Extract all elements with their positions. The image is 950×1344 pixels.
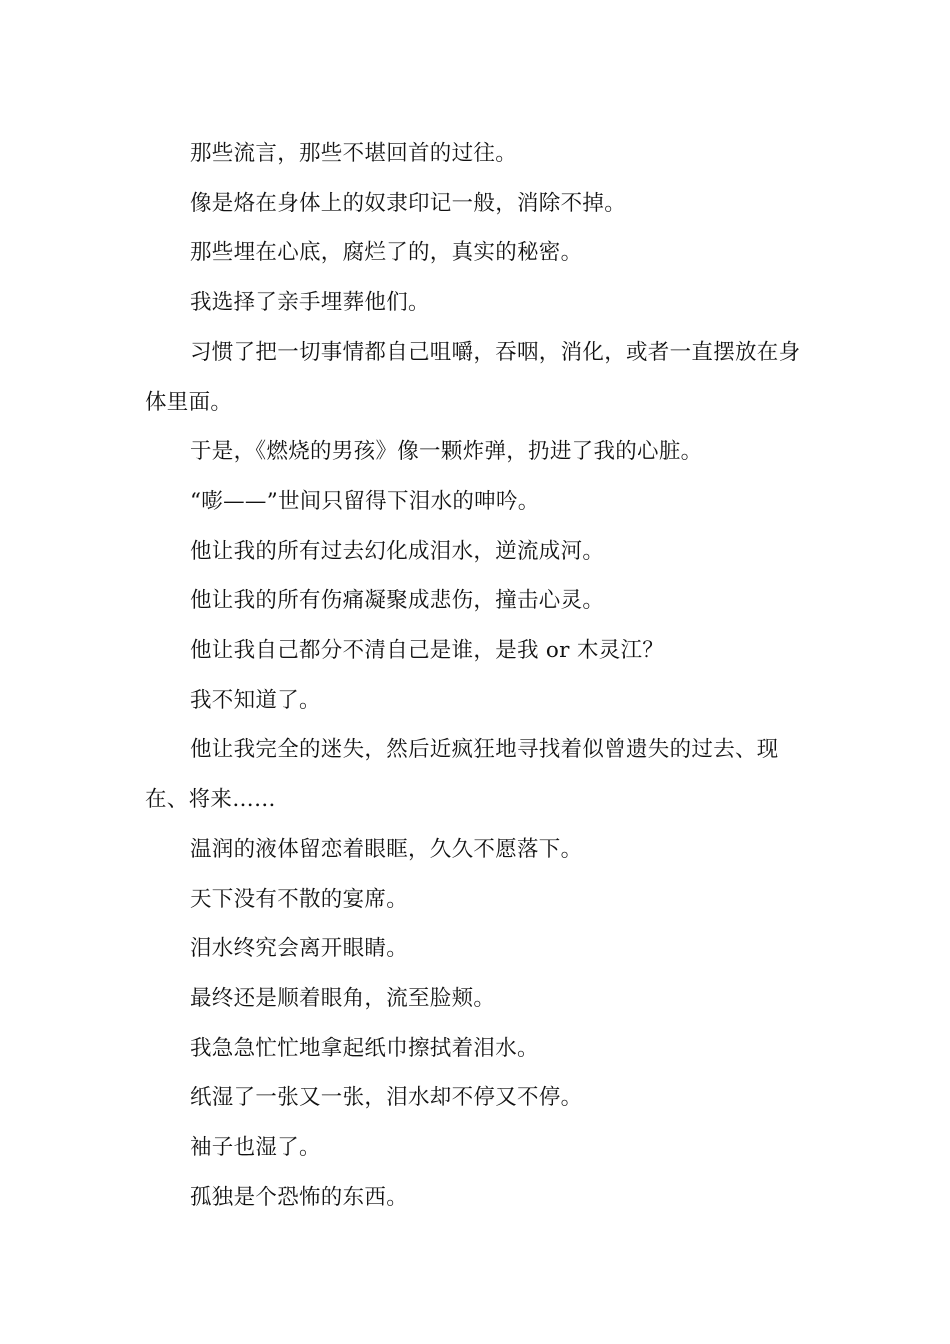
- paragraph: “嘭——”世间只留得下泪水的呻吟。: [190, 488, 540, 514]
- paragraph: 我选择了亲手埋葬他们。: [190, 290, 430, 316]
- body-text: [145, 129, 810, 1222]
- paragraph: 他让我的所有伤痛凝聚成悲伤，撞击心灵。: [190, 588, 605, 614]
- paragraph: 纸湿了一张又一张，泪水却不停又不停。: [190, 1085, 583, 1111]
- paragraph: 那些流言，那些不堪回首的过往。: [190, 141, 518, 166]
- paragraph: 泪水终究会离开眼睛。: [190, 936, 409, 962]
- paragraph: 孤独是个恐怖的东西。: [190, 1184, 409, 1210]
- paragraph: 他让我自己都分不清自己是谁，是我 or 木灵江？: [190, 638, 665, 664]
- paragraph: 我不知道了。: [190, 687, 321, 713]
- paragraph: 像是烙在身体上的奴隶印记一般，消除不掉。: [190, 190, 627, 216]
- paragraph: 习惯了把一切事情都自己咀嚼，吞咽，消化，或者一直摆放在身体里面。: [145, 339, 801, 415]
- paragraph: 袖子也湿了。: [190, 1135, 321, 1161]
- paragraph: 最终还是顺着眼角，流至脸颊。: [190, 985, 496, 1011]
- paragraph: 于是，《燃烧的男孩》像一颗炸弹，扔进了我的心脏。: [190, 439, 703, 465]
- paragraph: 他让我完全的迷失，然后近疯狂地寻找着似曾遗失的过去、现在、将来……: [145, 737, 779, 813]
- paragraph: 我急急忙忙地拿起纸巾擦拭着泪水。: [190, 1035, 539, 1061]
- paragraph: 那些埋在心底，腐烂了的，真实的秘密。: [190, 240, 583, 266]
- paragraph: 天下没有不散的宴席。: [190, 886, 409, 912]
- paragraph: 他让我的所有过去幻化成泪水，逆流成河。: [190, 538, 605, 564]
- paragraph: 温润的液体留恋着眼眶，久久不愿落下。: [190, 836, 583, 862]
